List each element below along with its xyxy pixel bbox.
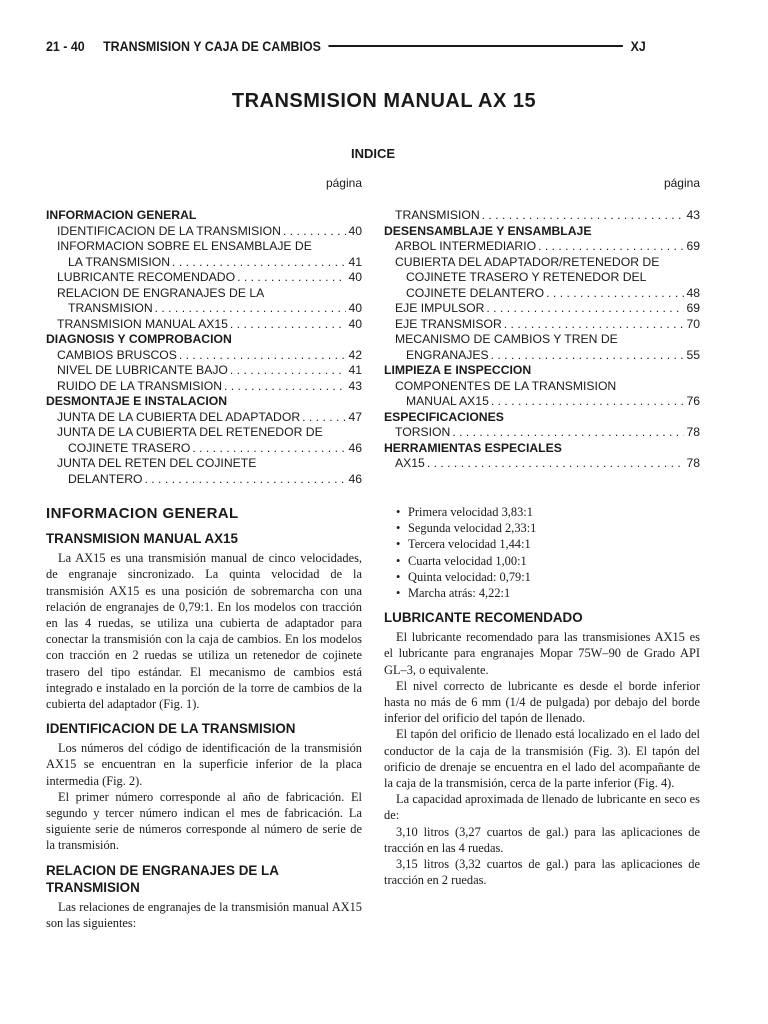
index-entry-title: NIVEL DE LUBRICANTE BAJO bbox=[57, 363, 228, 377]
paragraph: El primer número corresponde al año de fabricación. El segundo y tercer número indican el mes de fabricación. La siguiente serie de números corresponde al número de serie de la transmisión. bbox=[46, 789, 362, 853]
index-entry-title: RUIDO DE LA TRANSMISION bbox=[57, 378, 223, 393]
index-entry-title: COJINETE DELANTERO bbox=[406, 285, 545, 300]
index-page-number: 40 bbox=[348, 316, 362, 331]
heading-lubricante-recomendado: LUBRICANTE RECOMENDADO bbox=[384, 610, 583, 626]
index-entry-title: LUBRICANTE RECOMENDADO bbox=[57, 270, 236, 284]
page-column-label-left: página bbox=[325, 176, 362, 190]
index-entry bbox=[384, 425, 700, 441]
dot-leader bbox=[538, 239, 684, 255]
index-page-number: 48 bbox=[686, 285, 700, 300]
heading-identificacion: IDENTIFICACION DE LA TRANSMISION bbox=[46, 721, 296, 737]
index-entry-title: DELANTERO bbox=[68, 471, 143, 486]
index-page-number: 46 bbox=[348, 440, 362, 455]
index-page-number: 46 bbox=[348, 471, 362, 486]
index-page-number: 69 bbox=[686, 239, 700, 253]
bullet-text: 3,15 litros (3,32 cuartos de gal.) para las aplicaciones de tracción en 2 ruedas. bbox=[384, 857, 700, 888]
index-entry bbox=[46, 270, 362, 286]
index-entry bbox=[46, 379, 362, 395]
index-column-left bbox=[46, 208, 362, 487]
heading-informacion-general: INFORMACION GENERAL bbox=[46, 505, 239, 522]
paragraph: La capacidad aproximada de llenado de lubricante en seco es de: bbox=[384, 792, 700, 823]
index-entry bbox=[384, 456, 700, 472]
dot-leader bbox=[482, 208, 685, 224]
index-entry-title: LA TRANSMISION bbox=[68, 254, 171, 269]
paragraph: Los números del código de identificación de la transmisión AX15 se encuentran en la superficie inferior de la placa intermedia (Fig. 2). bbox=[46, 741, 362, 788]
index-entry-title: COJINETE TRASERO bbox=[68, 440, 191, 455]
index-entry bbox=[384, 239, 700, 255]
section-title: TRANSMISION Y CAJA DE CAMBIOS bbox=[103, 38, 321, 54]
body-column-left bbox=[46, 500, 362, 931]
index-page-number: 78 bbox=[686, 456, 700, 470]
index-entry-title: AX15 bbox=[395, 456, 425, 470]
index-entry-line: JUNTA DE LA CUBIERTA DEL RETENEDOR DE bbox=[57, 425, 323, 439]
index-entry bbox=[384, 394, 700, 410]
dot-leader bbox=[179, 348, 347, 364]
dot-leader bbox=[283, 224, 347, 240]
index-entry bbox=[46, 441, 362, 457]
heading-relacion-engranajes: RELACION DE ENGRANAJES DE LA TRANSMISION bbox=[46, 862, 279, 895]
index-entry-line: CUBIERTA DEL ADAPTADOR/RETENEDOR DE bbox=[395, 254, 660, 269]
dot-leader bbox=[491, 394, 685, 410]
dot-leader bbox=[145, 472, 347, 488]
index-page-number: 76 bbox=[686, 394, 700, 408]
index-entry-title: TRANSMISION bbox=[395, 208, 480, 222]
dot-leader bbox=[491, 348, 685, 364]
index-entry-title: ARBOL INTERMEDIARIO bbox=[395, 239, 537, 253]
dot-leader bbox=[230, 363, 347, 379]
index-heading: INDICE bbox=[350, 146, 396, 161]
index-section-heading: LIMPIEZA E INSPECCION bbox=[384, 363, 532, 377]
header-rule bbox=[328, 45, 623, 47]
index-entry-title: EJE TRANSMISOR bbox=[395, 316, 502, 331]
index-page-number: 69 bbox=[686, 301, 700, 315]
index-page-number: 41 bbox=[348, 363, 362, 377]
dot-leader bbox=[224, 379, 346, 395]
dot-leader bbox=[192, 441, 346, 457]
bullet-paragraph bbox=[384, 824, 700, 856]
list-item: • Segunda velocidad 2,33:1 bbox=[396, 520, 700, 536]
dot-leader bbox=[452, 425, 684, 441]
bullet-text: 3,10 litros (3,27 cuartos de gal.) para las aplicaciones de tracción en las 4 ruedas. bbox=[384, 824, 700, 855]
index-page-number: 70 bbox=[686, 316, 700, 331]
index-entry-title: TRANSMISION MANUAL AX15 bbox=[57, 316, 228, 331]
paragraph: La AX15 es una transmisión manual de cinco velocidades, de engranaje sincronizado. La quinta velocidad de la transmisión AX15 es una posición de sobremarcha con una relación de engranajes de 0,79:1. En los modelos con tracción en las 4 ruedas, se utiliza una cubierta de adaptador para conectar la transmisión con la caja de cambios. En los modelos con tracción en 2 ruedas se utiliza un retenedor de cojinete trasero del tipo estándar. El mecanismo de cambios está integrado e instalado en la porción de la torre de cambios de la cubierta del adaptador (Fig. 1). bbox=[46, 551, 362, 712]
index-entry-title: MANUAL AX15 bbox=[406, 394, 489, 408]
index-entry bbox=[384, 317, 700, 333]
document-title: TRANSMISION MANUAL AX 15 bbox=[231, 90, 537, 112]
index-section-heading: HERRAMIENTAS ESPECIALES bbox=[384, 440, 562, 455]
index-entry bbox=[46, 301, 362, 317]
dot-leader bbox=[155, 301, 347, 317]
index-page-number: 47 bbox=[348, 409, 362, 424]
index-page-number: 41 bbox=[348, 254, 362, 269]
index-entry bbox=[384, 286, 700, 302]
model-code: XJ bbox=[630, 38, 646, 54]
list-item: • Cuarta velocidad 1,00:1 bbox=[396, 553, 700, 569]
page-column-label-right: página bbox=[663, 176, 700, 190]
index-entry-line: MECANISMO DE CAMBIOS Y TREN DE bbox=[395, 332, 618, 346]
dot-leader bbox=[237, 270, 346, 286]
paragraph: El tapón del orificio de llenado está localizado en el lado del conductor de la caja de la transmisión (Fig. 3). El tapón del orificio de drenaje se encuentra en el lado del acompañante de la caja de la transmisión, cerca de la parte inferior (Fig. 4). bbox=[384, 727, 700, 791]
index-entry bbox=[384, 208, 700, 224]
index-entry-title: TRANSMISION bbox=[68, 301, 153, 315]
index-column-right bbox=[384, 208, 700, 472]
index-section-heading: ESPECIFICACIONES bbox=[384, 409, 504, 424]
dot-leader bbox=[172, 255, 346, 271]
index-page-number: 78 bbox=[686, 425, 700, 439]
index-entry bbox=[384, 301, 700, 317]
dot-leader bbox=[302, 410, 346, 426]
index-section-heading: DESMONTAJE E INSTALACION bbox=[46, 394, 228, 408]
bullet-paragraph bbox=[384, 856, 700, 888]
page-number: 21 - 40 bbox=[46, 38, 85, 54]
dot-leader bbox=[546, 286, 684, 302]
index-entry-title: EJE IMPULSOR bbox=[395, 301, 485, 315]
index-page-number: 40 bbox=[348, 223, 362, 238]
list-item: • Tercera velocidad 1,44:1 bbox=[396, 536, 700, 552]
index-entry-title: CAMBIOS BRUSCOS bbox=[57, 347, 177, 362]
index-entry-line: COJINETE TRASERO Y RETENEDOR DEL bbox=[406, 270, 647, 284]
index-page-number: 43 bbox=[686, 208, 700, 222]
index-page-number: 55 bbox=[686, 347, 700, 362]
index-entry bbox=[46, 410, 362, 426]
index-section-heading: DIAGNOSIS Y COMPROBACION bbox=[46, 332, 232, 346]
dot-leader bbox=[230, 317, 347, 333]
list-item: • Marcha atrás: 4,22:1 bbox=[396, 585, 700, 601]
paragraph: El nivel correcto de lubricante es desde el borde inferior hasta no más de 6 mm (1/4 de pulgada) por debajo del borde inferior del orificio del tapón de llenado. bbox=[384, 678, 700, 726]
index-entry-title: IDENTIFICACION DE LA TRANSMISION bbox=[57, 223, 281, 238]
heading-transmision-manual-ax15: TRANSMISION MANUAL AX15 bbox=[46, 531, 238, 547]
index-entry-line: JUNTA DEL RETEN DEL COJINETE bbox=[57, 456, 257, 470]
index-section-heading: INFORMACION GENERAL bbox=[46, 208, 197, 222]
body-column-right bbox=[384, 500, 700, 888]
index-entry-line: COMPONENTES DE LA TRANSMISION bbox=[395, 378, 617, 393]
paragraph: El lubricante recomendado para las transmisiones AX15 es el lubricante para engranajes Mopar 75W–90 de Grado API GL–3, o equivalente. bbox=[384, 630, 700, 677]
index-entry-title: ENGRANAJES bbox=[406, 347, 489, 362]
index-entry bbox=[46, 255, 362, 271]
list-item: • Quinta velocidad: 0,79:1 bbox=[396, 569, 700, 585]
list-item: • Primera velocidad 3,83:1 bbox=[396, 504, 700, 520]
index-entry bbox=[46, 224, 362, 240]
index-page-number: 42 bbox=[348, 347, 362, 362]
dot-leader bbox=[427, 456, 685, 472]
index-page-number: 43 bbox=[348, 378, 362, 393]
index-entry bbox=[46, 472, 362, 488]
index-entry-title: JUNTA DE LA CUBIERTA DEL ADAPTADOR bbox=[57, 409, 301, 424]
index-entry bbox=[46, 363, 362, 379]
dot-leader bbox=[486, 301, 684, 317]
running-header bbox=[46, 36, 646, 56]
index-entry bbox=[384, 348, 700, 364]
index-page-number: 40 bbox=[348, 270, 362, 284]
dot-leader bbox=[504, 317, 685, 333]
index-section-heading: DESENSAMBLAJE Y ENSAMBLAJE bbox=[384, 223, 592, 238]
gear-ratio-list bbox=[384, 504, 700, 601]
index-entry-line: RELACION DE ENGRANAJES DE LA bbox=[57, 285, 265, 300]
index-entry bbox=[46, 348, 362, 364]
paragraph: Las relaciones de engranajes de la transmisión manual AX15 son las siguientes: bbox=[46, 899, 362, 930]
index-entry-title: TORSION bbox=[395, 425, 451, 439]
index-page-number: 40 bbox=[348, 301, 362, 315]
index-entry-line: INFORMACION SOBRE EL ENSAMBLAJE DE bbox=[57, 239, 312, 253]
index-entry bbox=[46, 317, 362, 333]
